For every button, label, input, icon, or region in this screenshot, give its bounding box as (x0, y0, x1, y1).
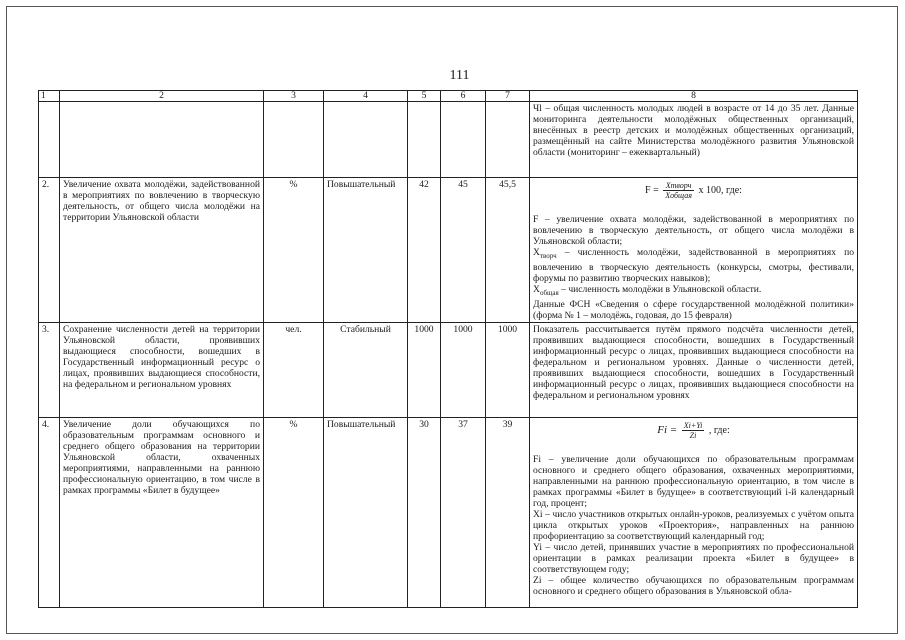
indicator-name: Сохранение численности детей на территории Ульяновской области, проявивших выдающиеся способности, вошедших в Государственный информационный ресурс о лицах, проявивших выдающиеся способности, на федеральном и региональном уровнях (60, 322, 264, 417)
method-cell (530, 178, 858, 323)
row-number: 4. (39, 417, 60, 607)
method-text: Данные ФСН «Сведения о сфере государственной молодёжной политики» (форма № 1 – молодёжь, годовая, до 15 февраля) (533, 298, 854, 321)
variable-subscript: общая (539, 288, 559, 297)
method-cell: Чl – общая численность молодых людей в возрасте от 14 до 35 лет. Данные мониторинга деятельности молодёжных общественных организаций, внесённых в реестр детских и молодёжных общественных организаций, размещённый на сайте Министерства молодёжного развития Ульяновской области (мониторинг – ежеквартальный) (530, 102, 858, 178)
value-year-3: 45,5 (486, 178, 530, 323)
formula (533, 179, 854, 214)
value-year-3: 39 (486, 417, 530, 607)
formula-numerator: Xi+Yi (683, 420, 703, 430)
variable: Х (533, 247, 540, 258)
header-cell: 7 (486, 91, 530, 102)
value-cell (408, 102, 441, 178)
table-row (39, 417, 858, 607)
method-text (533, 247, 854, 284)
row-number: 3. (39, 322, 60, 417)
value-year-2: 45 (441, 178, 486, 323)
unit: % (264, 178, 324, 323)
table-row (39, 102, 858, 178)
indicators-table (38, 90, 858, 608)
method-text: Zi – общее количество обучающихся по образовательным программам основного и среднего общего образования в Ульяновской обла- (533, 574, 854, 597)
formula (533, 419, 854, 454)
value-year-1: 1000 (408, 322, 441, 417)
method-text: Xi – число участников открытых онлайн-уроков, реализуемых с учётом опыта цикла открытых уроков «Проектория», направленных на раннюю профориентацию за соответствующий календарный год; (533, 508, 854, 542)
header-cell: 3 (264, 91, 324, 102)
formula-numerator: Xтворч (663, 181, 694, 191)
formula-rhs: х 100, где: (698, 184, 742, 196)
variable-description: – численность молодёжи в Ульяновской области. (558, 283, 762, 295)
table-header-row (39, 91, 858, 102)
formula-lhs: Fi = (657, 423, 678, 436)
method-text: Fi – увеличение доли обучающихся по образовательным программам основного и среднего общего образования, охваченных мероприятиями, направленными на раннюю профессиональную ориентацию, в том числе в рамках программы «Билет в будущее» в соответствующий i-й календарный год, процент; (533, 453, 854, 509)
method-text (533, 284, 854, 299)
row-number: 2. (39, 178, 60, 323)
formula-lhs: F = (645, 184, 659, 196)
indicator-type: Повышательный (324, 178, 408, 323)
value-year-3: 1000 (486, 322, 530, 417)
unit-cell (264, 102, 324, 178)
table-row (39, 178, 858, 323)
indicator-name: Увеличение охвата молодёжи, задействованной в мероприятиях по вовлечению в творческую деятельность, от общего числа молодёжи на территории Ульяновской области (60, 178, 264, 323)
variable-description: – численность молодёжи, задействованной в мероприятиях по вовлечению в творческую деятельность (конкурсы, смотры, фестивали, форумы по развитию творческих навыков); (533, 247, 854, 284)
table-row (39, 322, 858, 417)
variable-subscript: творч (539, 251, 557, 260)
formula-denominator: Xобщая (665, 191, 693, 200)
header-cell: 1 (39, 91, 60, 102)
page-number: 111 (449, 68, 470, 83)
value-year-1: 42 (408, 178, 441, 323)
indicator-name-cell (60, 102, 264, 178)
method-cell (530, 417, 858, 607)
header-cell: 5 (408, 91, 441, 102)
variable: Х (533, 283, 540, 295)
value-year-2: 1000 (441, 322, 486, 417)
header-cell: 8 (530, 91, 858, 102)
unit: % (264, 417, 324, 607)
value-year-1: 30 (408, 417, 441, 607)
row-number-cell (39, 102, 60, 178)
header-cell: 6 (441, 91, 486, 102)
indicator-type: Стабильный (324, 322, 408, 417)
unit: чел. (264, 322, 324, 417)
value-year-2: 37 (441, 417, 486, 607)
formula-fraction (682, 421, 705, 440)
value-cell (486, 102, 530, 178)
type-cell (324, 102, 408, 178)
formula-rhs: , где: (708, 424, 730, 436)
value-cell (441, 102, 486, 178)
header-cell: 2 (60, 91, 264, 102)
method-text: Yi – число детей, принявших участие в мероприятиях по профессиональной ориентации в рамках реализации проекта «Билет в будущее» в соответствующем году; (533, 541, 854, 575)
header-cell: 4 (324, 91, 408, 102)
indicator-name: Увеличение доли обучающихся по образовательным программам основного и среднего общего образования на территории Ульяновской области, охваченных мероприятиями, направленными на раннюю профессиональную ориентацию, в том числе в рамках программы «Билет в будущее» (60, 417, 264, 607)
formula-fraction (663, 181, 694, 200)
formula-denominator: Zi (689, 430, 697, 440)
indicator-type: Повышательный (324, 417, 408, 607)
method-text: Показатель рассчитывается путём прямого подсчёта численности детей, проявивших выдающиеся способности, вошедших в Государственный информационный ресурс о лицах, проявивших выдающиеся способности на федеральном и региональном уровнях. Данные о численности детей, проявивших выдающиеся способности, вошедших в Государственный информационный ресурс о лицах, проявивших выдающиеся способности на федеральном и региональном уровнях (530, 322, 858, 417)
method-text: F – увеличение охвата молодёжи, задействованной в мероприятиях по вовлечению в творческую деятельность, от общего числа молодёжи в Ульяновской области; (533, 214, 854, 247)
